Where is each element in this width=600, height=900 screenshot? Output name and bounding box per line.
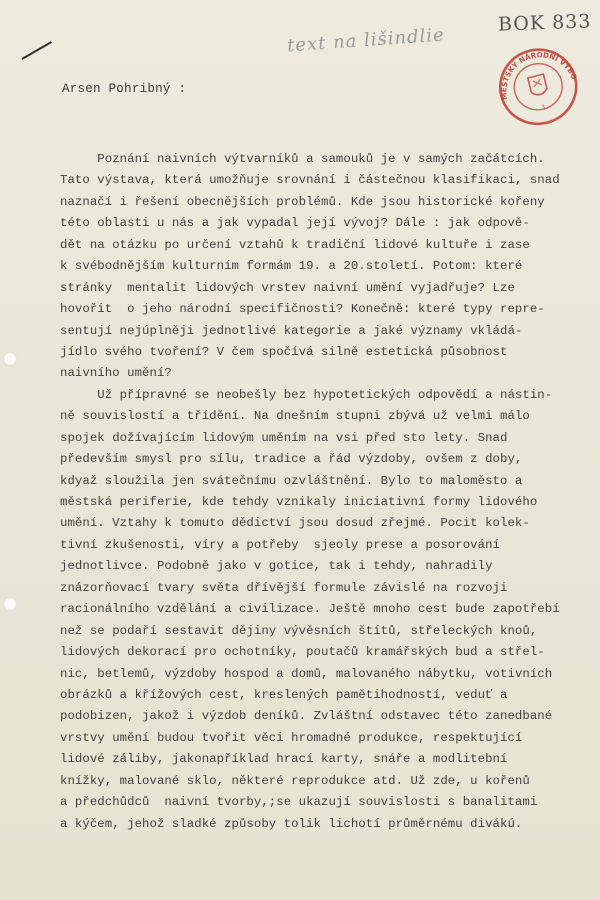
text-line: podobizen, jakož i výzdob deníků. Zvláštní odstavec této zanedbané — [60, 709, 553, 724]
text-line: především smysl pro sílu, tradice a řád výzdoby, ovšem z doby, — [60, 452, 523, 467]
text-line: umění. Vztahy k tomuto dědictví jsou dosud zřejmé. Pocit kolek- — [60, 516, 530, 531]
body-text — [60, 149, 580, 835]
text-line: k svébodnějším kulturním formám 19. a 20.století. Potom: které — [60, 259, 523, 274]
text-line: sentují nejúplněji jednotlivé kategorie a jaké významy vkládá- — [60, 323, 523, 338]
text-line: dět na otázku po určení vztahů k tradiční lidové kultuře i zase — [60, 237, 530, 252]
punch-hole-upper — [3, 352, 17, 366]
text-line: nic, betlemů, výzdoby hospod a domů, malovaného nábytku, votivních — [60, 666, 553, 681]
text-line: a kýčem, jehož sladké způsoby tolik lichotí průměrnému divákú. — [60, 816, 523, 831]
text-line: městská periferie, kde tehdy vznikaly iniciativní formy lidového — [60, 495, 538, 509]
text-line: lidové záliby, jakonapříklad hrací karty, snáře a modlitební — [60, 752, 508, 767]
punch-hole-lower — [3, 597, 17, 611]
text-line: znázorňovací tvary světa dřívější formule závislé na rozvoji — [60, 580, 508, 595]
text-line: racionálního vzdělání a civilizace. Ještě mnoho cest bude zapotřebí — [60, 602, 560, 617]
stamp-ring-text: MĚSTSKÝ NÁRODNÍ VÝBOR — [499, 50, 580, 101]
text-line: obrázků a křížových cest, kreslených pamětihodností, veduť a — [60, 687, 508, 702]
text-line: naznačí i řešení obecnějších problémů. Kde jsou historické kořeny — [60, 194, 545, 209]
text-line: a předchůdců naivní tvorby,;se ukazují souvislosti s banalitami — [60, 795, 538, 810]
text-line: kdyaž sloužila jen svátečnímu ozvláštnění. Bylo to maloměsto a — [60, 473, 523, 488]
text-line: Už přípravné se neobešly bez hypotetických odpovědí a nástin- — [60, 387, 553, 402]
text-line: této oblasti u nás a jak vypadal její vývoj? Dále : jak odpově- — [60, 216, 530, 231]
pen-stroke-mark — [22, 41, 52, 60]
text-line: ně souvislostí a třídění. Na dnešním stupni zbývá už velmi málo — [60, 409, 530, 424]
text-line: tivní zkušenosti, víry a potřeby sjeoly prese a posorování — [60, 537, 500, 552]
archive-code: BOK 833 — [497, 10, 592, 36]
text-line: než se podaří sestavit dějiny vývěsních štítů, střeleckých knoů, — [60, 623, 538, 638]
text-line: jednotlivce. Podobně jako v gotice, tak i tehdy, nahradily — [60, 559, 493, 574]
text-line: lidových dekorací pro ochotníky, poutačů kramářských bud a střel- — [60, 645, 545, 660]
author-heading: Arsen Pohribný : — [62, 82, 187, 96]
handwritten-note: text na lišindlie — [286, 24, 446, 57]
text-line: spojek dožívajícím lidovým uměním na vsi před sto lety. Snad — [60, 430, 508, 445]
text-line: hovořit o jeho národní specifičnosti? Konečně: které typy repre- — [60, 302, 545, 317]
official-stamp — [487, 46, 587, 126]
text-line: stránky mentalit lidových vrstev naivní umění vyjadřuje? Lze — [60, 280, 515, 295]
stamp-number: 3 — [540, 103, 547, 112]
text-line: knížky, malované sklo, některé reprodukce atd. Už zde, u kořenů — [60, 773, 530, 788]
text-line: jídlo svého tvoření? V čem spočívá silně estetická působnost — [60, 344, 508, 359]
text-line: naivního umění? — [60, 366, 172, 381]
text-line: Poznání naivních výtvarníků a samouků je v samých začátcích. — [60, 152, 545, 166]
text-line: Tato výstava, která umožňuje srovnání i částečnou klasifikaci, snad — [60, 173, 560, 188]
text-line: vrstvy umění budou tvořit věci hromadné produkce, respektující — [60, 730, 523, 745]
